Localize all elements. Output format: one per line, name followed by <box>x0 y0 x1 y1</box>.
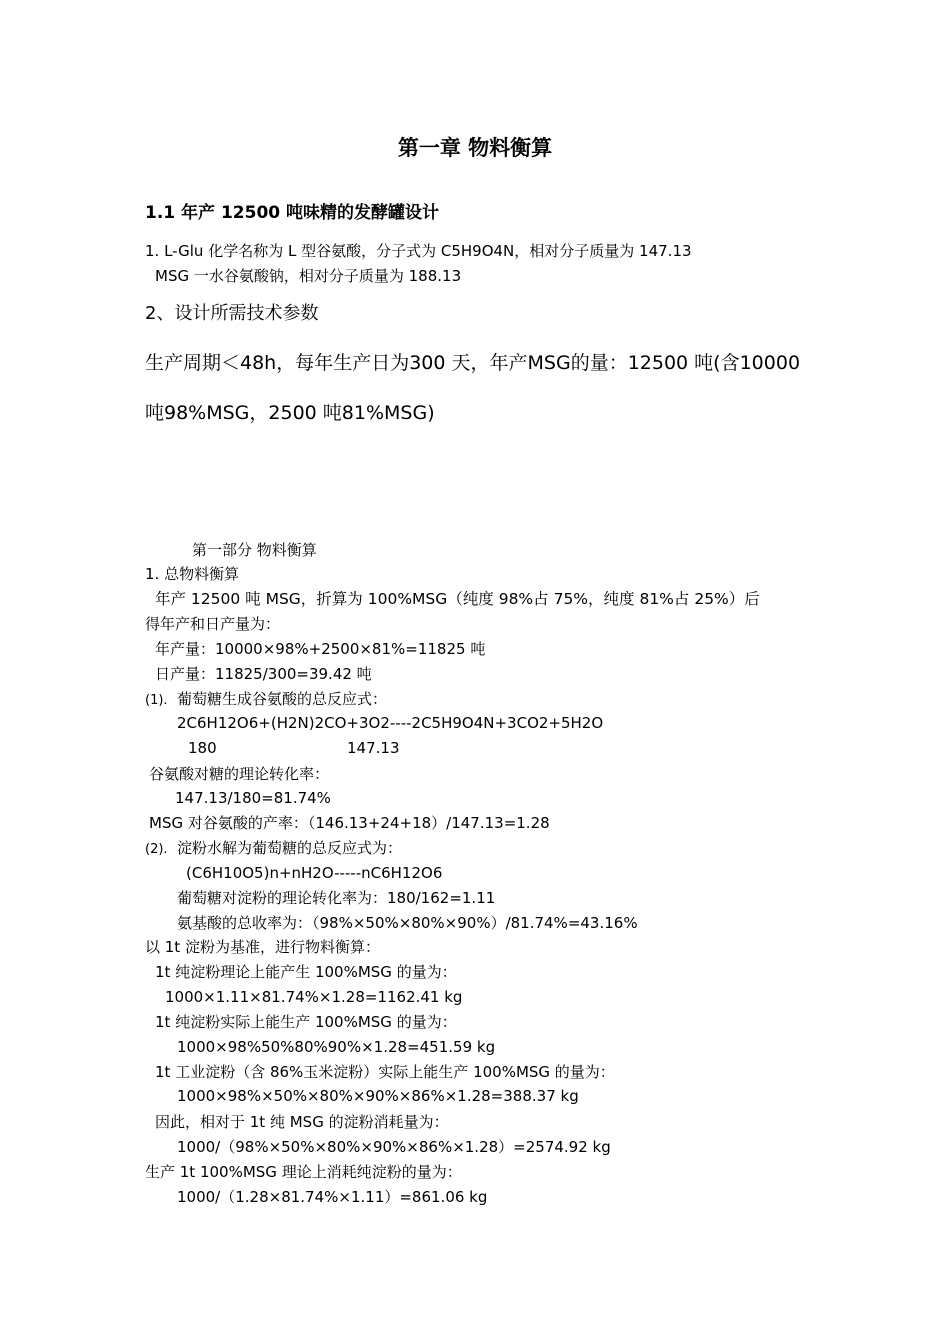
body-line: 1000/（98%×50%×80%×90%×86%×1.28）=2574.92 kg <box>177 1138 611 1156</box>
body-line: 谷氨酸对糖的理论转化率： <box>149 765 330 783</box>
body-line: 葡萄糖对淀粉的理论转化率为：180/162=1.11 <box>177 889 496 907</box>
body-line: 因此，相对于 1t 纯 MSG 的淀粉消耗量为： <box>155 1113 449 1131</box>
body-line: 得年产和日产量为： <box>145 615 281 633</box>
body-line: 147.13 <box>347 739 400 757</box>
body-line: 1t 工业淀粉（含 86%玉米淀粉）实际上能生产 100%MSG 的量为： <box>155 1063 615 1081</box>
body-line: 2C6H12O6+(H2N)2CO+3O2----2C5H9O4N+3CO2+5H2O <box>177 714 604 732</box>
intro-line-2: MSG 一水谷氨酸钠，相对分子质量为 188.13 <box>155 267 462 285</box>
chapter-title: 第一章 物料衡算 <box>397 136 553 160</box>
list-marker: (2). <box>145 842 168 857</box>
body-line: 以 1t 淀粉为基准，进行物料衡算： <box>145 938 380 956</box>
list-marker: (1). <box>145 693 168 708</box>
intro-line-1: 1. L-Glu 化学名称为 L 型谷氨酸，分子式为 C5H9O4N，相对分子质量为 147.13 <box>145 242 692 260</box>
body-line: 1000/（1.28×81.74%×1.11）=861.06 kg <box>177 1188 488 1206</box>
params-line-2: 吨98%MSG，2500 吨81%MSG) <box>145 402 435 424</box>
body-line: MSG 对谷氨酸的产率：（146.13+24+18）/147.13=1.28 <box>149 814 550 832</box>
body-line: 1. 总物料衡算 <box>145 565 240 583</box>
body-line: 生产 1t 100%MSG 理论上消耗纯淀粉的量为： <box>145 1163 462 1181</box>
intro-heading-2: 2、设计所需技术参数 <box>145 303 319 324</box>
body-line: (C6H10O5)n+nH2O-----nC6H12O6 <box>186 864 443 882</box>
body-line: 1t 纯淀粉理论上能产生 100%MSG 的量为： <box>155 963 457 981</box>
body-line: 葡萄糖生成谷氨酸的总反应式： <box>177 690 388 708</box>
body-line: 淀粉水解为葡萄糖的总反应式为： <box>177 839 403 857</box>
body-line: 147.13/180=81.74% <box>175 789 331 807</box>
section-title: 1.1 年产 12500 吨味精的发酵罐设计 <box>145 203 440 223</box>
body-line: 年产量：10000×98%+2500×81%=11825 吨 <box>155 640 486 658</box>
body-line: 年产 12500 吨 MSG，折算为 100%MSG（纯度 98%占 75%，纯度 81%占 25%）后 <box>155 590 760 608</box>
body-line: 氨基酸的总收率为：（98%×50%×80%×90%）/81.74%=43.16% <box>177 914 638 932</box>
body-line: 1000×98%50%80%90%×1.28=451.59 kg <box>177 1038 496 1056</box>
params-line-1: 生产周期＜48h，每年生产日为300 天，年产MSG的量：12500 吨(含10000 <box>145 352 801 374</box>
body-line: 180 <box>188 739 217 757</box>
body-line: 1000×98%×50%×80%×90%×86%×1.28=388.37 kg <box>177 1087 579 1105</box>
part-title: 第一部分 物料衡算 <box>192 541 317 559</box>
body-line: 1000×1.11×81.74%×1.28=1162.41 kg <box>165 988 463 1006</box>
body-line: 1t 纯淀粉实际上能生产 100%MSG 的量为： <box>155 1013 457 1031</box>
body-line: 日产量：11825/300=39.42 吨 <box>155 665 372 683</box>
